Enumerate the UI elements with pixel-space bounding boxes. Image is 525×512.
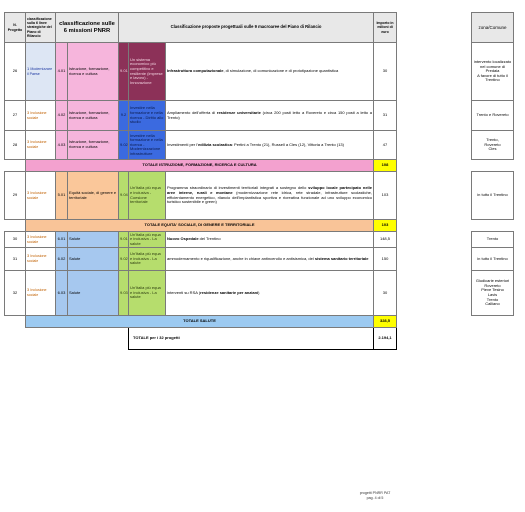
footer-line2: pag. 4 di 5 [366, 495, 384, 500]
classificazione-cell [26, 131, 56, 160]
project-row [5, 172, 514, 220]
header-zona: zona/Comune [472, 13, 514, 43]
cls-code: 3 [27, 233, 30, 239]
desc-text: Programma straordinario di investimenti territoriali integrati a sostegno dello [167, 185, 309, 191]
header-proposte: Classificazione proposte progettuali sulle 9 macroaree del Piano di Rilancio [119, 13, 374, 43]
page-footer [345, 491, 405, 500]
cls-code: 3 [27, 139, 30, 145]
zone-line: Giudicarie esteriori [475, 278, 510, 284]
priority-code: 9.02 [119, 131, 129, 160]
project-number: 28 [5, 131, 26, 160]
zone-line: intervento localizzato nel comune di Predaia [473, 59, 512, 74]
project-description [166, 232, 374, 248]
grand-total-label: TOTALE per i 32 progetti [129, 328, 374, 350]
cls-text: Inclusione sociale [27, 110, 47, 120]
project-number: 30 [5, 232, 26, 248]
total-salute [5, 316, 514, 328]
classificazione-cell [26, 172, 56, 220]
zone-line: in tutto il Trentino [477, 192, 508, 198]
project-row [5, 43, 514, 101]
project-zone [472, 101, 514, 131]
header-importo: Importo in milioni di euro [374, 13, 397, 43]
zone-line: Pieve Tesino [481, 287, 504, 293]
total-equita [5, 220, 514, 232]
project-description [166, 248, 374, 271]
total-equita-label: TOTALE EQUITA' SOCIALE, DI GENERE E TERRITORIALE [26, 220, 374, 232]
project-number: 32 [5, 271, 26, 316]
desc-text: ) [258, 289, 260, 295]
header-spacer [397, 13, 472, 43]
desc-highlight: Nuovo Ospedale [167, 236, 199, 242]
zone-line: Calliano [485, 301, 500, 307]
desc-text: Investimenti per l' [167, 141, 198, 147]
spacer-cell [397, 43, 472, 101]
grand-total-amount: 2.194,1 [374, 328, 397, 350]
project-row [5, 232, 514, 248]
desc-text: : Pertini a Trento (21), Russell a Cles (12), Vittoria a Trento (13) [231, 141, 344, 147]
project-amount: 103 [374, 172, 397, 220]
zone-line: Cles [488, 146, 497, 152]
cls-text: Inclusione sociale [27, 288, 47, 297]
project-row [5, 271, 514, 316]
project-description [166, 131, 374, 160]
total-istruzione-label: TOTALE ISTRUZIONE, FORMAZIONE, RICERCA E CULTURA [26, 160, 374, 172]
desc-highlight: sistema sanitario territoriale [314, 255, 369, 261]
project-amount: 30 [374, 271, 397, 316]
project-zone [472, 248, 514, 271]
project-description [166, 172, 374, 220]
zone-line: Trento [486, 236, 499, 242]
spacer-cell [397, 271, 472, 316]
total-salute-label: TOTALE SALUTE [26, 316, 374, 328]
project-zone [472, 271, 514, 316]
desc-text: Ampliamento dell'offerta di [167, 109, 217, 115]
mission-name: Istruzione, formazione, ricerca e cultura [68, 131, 119, 160]
classificazione-cell [26, 101, 56, 131]
cls-code: 3 [27, 287, 30, 293]
project-zone [472, 172, 514, 220]
cls-text: Inclusione sociale [27, 190, 47, 200]
classificazione-cell [26, 248, 56, 271]
project-amount: 150 [374, 248, 397, 271]
grand-total-row [5, 328, 514, 350]
zone-line: A favore di tutto il Trentino [477, 72, 508, 83]
mission-code: 4.03 [56, 131, 68, 160]
zone-line: in tutto il Trentino [477, 255, 508, 261]
project-zone [472, 232, 514, 248]
spacer-cell [397, 131, 472, 160]
header-n: N. Progetto [5, 13, 26, 43]
cls-code: 1 [27, 65, 30, 71]
project-row [5, 248, 514, 271]
project-description [166, 271, 374, 316]
total-istruzione [5, 160, 514, 172]
spacer-cell [397, 248, 472, 271]
total-salute-amount: 328,5 [374, 316, 397, 328]
project-number: 29 [5, 172, 26, 220]
desc-text: ammodernamento e riqualificazione, anche in chiave antincendio e antisismica, del [167, 255, 315, 261]
classificazione-cell [26, 43, 56, 101]
priority-text: Un sistema economico più competitivo e resiliente (imprese e lavoro) - Innovazione [129, 43, 166, 101]
mission-name: Istruzione, formazione, ricerca e cultura [68, 43, 119, 101]
priority-code: 9.04 [119, 172, 129, 220]
project-number: 31 [5, 248, 26, 271]
desc-text: , di simulazione, di comunicazione e di prototipazione quantistica [223, 68, 339, 74]
mission-code: 4.01 [56, 43, 68, 101]
mission-name: Salute [68, 271, 119, 316]
project-description [166, 43, 374, 101]
spacer-cell [397, 232, 472, 248]
priority-code: 9.01 [119, 43, 129, 101]
spacer-cell [397, 101, 472, 131]
total-equita-amount: 103 [374, 220, 397, 232]
desc-text: interventi su RSA ( [167, 289, 201, 295]
priority-code: 9.01 [119, 232, 129, 248]
project-number: 27 [5, 101, 26, 131]
projects-table [4, 12, 514, 350]
mission-name: Equità sociale, di genere e territoriale [68, 172, 119, 220]
classificazione-cell [26, 232, 56, 248]
cls-code: 3 [27, 109, 30, 115]
priority-text: Un'Italia più equa e inclusiva - Coesione territoriale [129, 172, 166, 220]
priority-text: Un'Italia più equa e inclusiva - La salute [129, 232, 166, 248]
spacer-cell [397, 172, 472, 220]
zone-line: Trento, [486, 137, 499, 143]
mission-code: 6.02 [56, 248, 68, 271]
priority-text: Un'Italia più equa e inclusiva - La salute [129, 248, 166, 271]
project-zone [472, 131, 514, 160]
mission-name: Salute [68, 248, 119, 271]
desc-text: (modernizzazione rete idrica, rete stradale, infrastrutture scolastiche, efficientamento energetico, rilancio dell'impiantistica sportiva e ricreativa funzionale ad uno sviluppo economico turistico sostenibile e green) [167, 189, 372, 205]
mission-code: 5.01 [56, 172, 68, 220]
desc-highlight: residenze universitarie [216, 109, 261, 115]
desc-highlight: Infrastruttura computazionale [167, 68, 224, 74]
desc-highlight: sviluppo locale partecipato nelle aree interne, rurali e montane [167, 185, 372, 195]
project-amount: 47 [374, 131, 397, 160]
priority-code: 9.02 [119, 248, 129, 271]
desc-highlight: residenze sanitarie per anziani [200, 289, 259, 295]
desc-text: (circa 200 posti letto a Rovereto e circa 150 posti a letto a Trento) [167, 109, 372, 120]
header-row [5, 13, 514, 43]
project-row [5, 131, 514, 160]
zone-line: Trento [486, 296, 499, 302]
total-istruzione-amount: 108 [374, 160, 397, 172]
mission-name: Salute [68, 232, 119, 248]
zone-line: Lavis [487, 292, 498, 297]
cls-code: 3 [27, 253, 30, 259]
project-row [5, 101, 514, 131]
priority-text: Investire nella formazione e nella ricerca - Diritto allo studio [129, 101, 166, 131]
project-amount: 30 [374, 43, 397, 101]
project-description [166, 101, 374, 131]
desc-highlight: edilizia scolastica [198, 141, 232, 147]
zone-line: Rovereto [484, 141, 501, 147]
priority-text: Un'Italia più equa e inclusiva - La salute [129, 271, 166, 316]
project-number: 26 [5, 43, 26, 101]
mission-code: 6.01 [56, 232, 68, 248]
mission-code: 6.03 [56, 271, 68, 316]
mission-code: 4.02 [56, 101, 68, 131]
zone-line: Rovereto [484, 282, 501, 288]
footer-line1: progetti PNRR PAT [359, 491, 391, 495]
cls-text: Modernizzare il Paese [27, 66, 53, 76]
cls-code: 3 [27, 189, 30, 195]
project-amount: 148,5 [374, 232, 397, 248]
header-classificazione: classificazione sulla 6 linee strategiche del Piano di Rilancio [26, 13, 56, 43]
desc-text: del Trentino [198, 236, 221, 242]
project-zone [472, 43, 514, 101]
header-missioni: classificazione sulle 6 missioni PNRR [56, 13, 119, 43]
priority-code: 9.2 [119, 101, 129, 131]
classificazione-cell [26, 271, 56, 316]
cls-text: Inclusione sociale [27, 140, 47, 149]
cls-text: Inclusione sociale [27, 254, 47, 263]
zone-line: Trento e Rovereto [476, 112, 509, 118]
mission-name: Istruzione, formazione, ricerca e cultura [68, 101, 119, 131]
project-amount: 31 [374, 101, 397, 131]
priority-text: Investire nella formazione e nella ricerca - Modernizzazione infrastrutture [129, 131, 166, 160]
cls-text: Inclusione sociale [27, 234, 47, 244]
priority-code: 9.03 [119, 271, 129, 316]
